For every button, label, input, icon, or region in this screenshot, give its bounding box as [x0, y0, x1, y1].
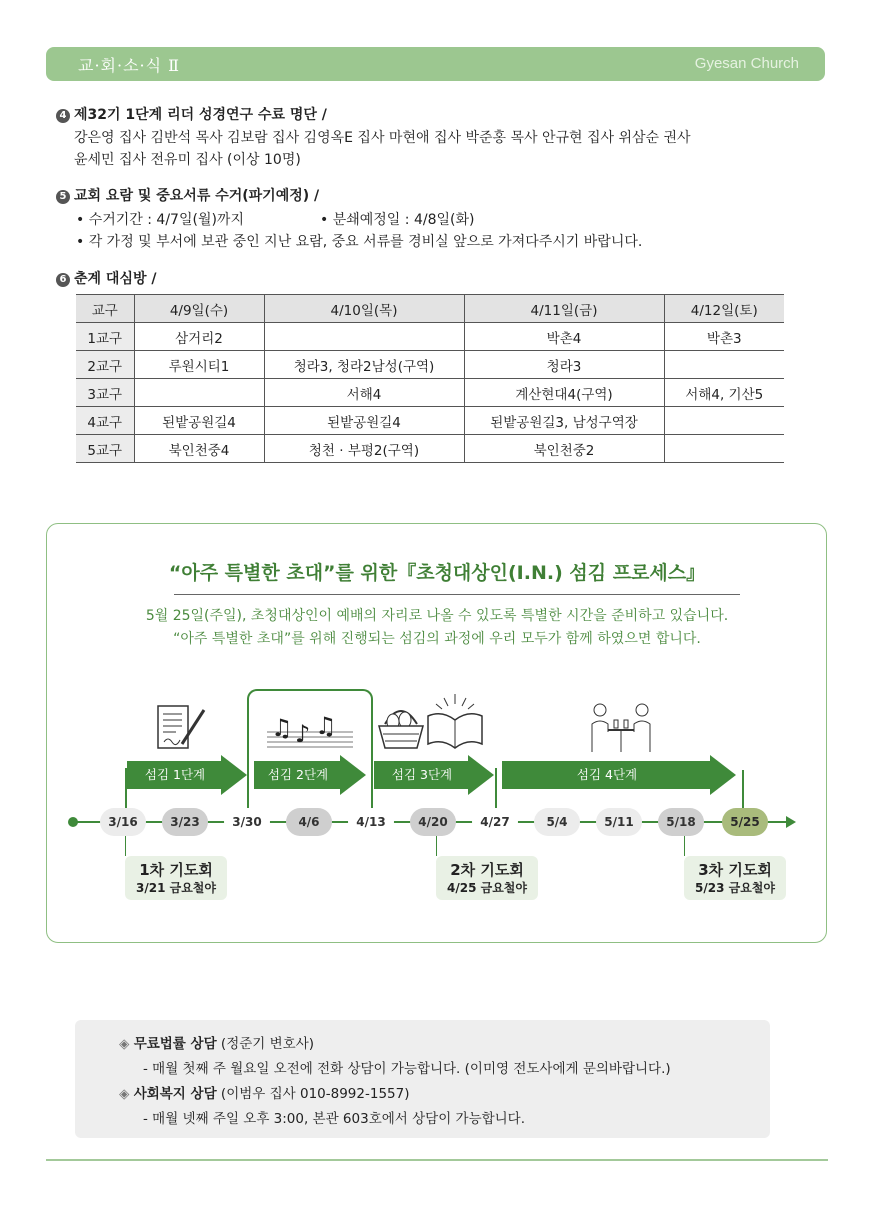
- prayer-date: 3/21 금요철야: [136, 881, 216, 895]
- graduates-line-2: 윤세민 집사 전유미 집사 (이상 10명): [74, 152, 301, 168]
- stage-3-label: 섬김 3단계: [374, 761, 470, 789]
- table-cell: 된밭공원길4: [134, 407, 264, 435]
- number-badge: 5: [56, 190, 70, 204]
- date-4-13: 4/13: [348, 808, 394, 836]
- table-cell: 박촌4: [464, 323, 664, 351]
- welfare-counsel-title: 사회복지 상담: [133, 1086, 217, 1102]
- visitation-heading: [56, 268, 156, 288]
- table-cell: [264, 323, 464, 351]
- table-cell: 된밭공원길4: [264, 407, 464, 435]
- table-cell: [664, 407, 784, 435]
- church-name: Gyesan Church: [694, 55, 799, 72]
- footer-divider: [46, 1159, 828, 1161]
- diamond-bullet-icon: ◈: [119, 1086, 130, 1102]
- legal-counsel-title: 무료법률 상담: [133, 1036, 217, 1052]
- table-cell: [664, 435, 784, 463]
- documents-heading: [56, 185, 642, 205]
- process-subtitle-1: 5월 25일(주일), 초청대상인이 예배의 자리로 나올 수 있도록 특별한 시간을 준비하고 있습니다.: [145, 608, 729, 624]
- table-header: 4/10일(목): [264, 295, 464, 323]
- shred-date: • 분쇄예정일 : 4/8일(화): [320, 212, 475, 228]
- number-badge: 4: [56, 109, 70, 123]
- section-header: [46, 47, 825, 81]
- table-row: [76, 407, 784, 435]
- process-subtitle-2: “아주 특별한 초대”를 위해 진행되는 섬김의 과정에 우리 모두가 함께 하였으면 합니다.: [173, 631, 701, 647]
- timeline-arrow: [786, 816, 796, 828]
- prayer-date: 4/25 금요철야: [447, 881, 527, 895]
- date-3-30: 3/30: [224, 808, 270, 836]
- open-bible-icon: [424, 690, 486, 752]
- table-row: [76, 379, 784, 407]
- table-cell: 청라3: [464, 351, 664, 379]
- table-header: 4/9일(수): [134, 295, 264, 323]
- date-4-20: 4/20: [410, 808, 456, 836]
- table-cell: 4교구: [76, 407, 134, 435]
- prayer-meeting-2: [436, 856, 538, 900]
- counseling-info-box: [75, 1020, 770, 1138]
- process-title: “아주 특별한 초대”를 위한『초청대상인(I.N.) 섬김 프로세스』: [168, 562, 706, 584]
- graduates-heading: [56, 104, 691, 124]
- people-at-table-icon: [586, 698, 656, 756]
- stage-4-label: 섬김 4단계: [502, 761, 712, 789]
- graduates-title: 제32기 1단계 리더 성경연구 수료 명단 /: [74, 107, 327, 123]
- table-cell: 청라3, 청라2남성(구역): [264, 351, 464, 379]
- table-cell: 2교구: [76, 351, 134, 379]
- table-cell: 북인천중2: [464, 435, 664, 463]
- table-header: 4/11일(금): [464, 295, 664, 323]
- table-header-row: [76, 295, 784, 323]
- table-cell: 계산현대4(구역): [464, 379, 664, 407]
- svg-text:♫: ♫: [315, 712, 337, 740]
- stage-1-label: 섬김 1단계: [127, 761, 223, 789]
- table-cell: 북인천중4: [134, 435, 264, 463]
- timeline-start-dot: [68, 817, 78, 827]
- collection-period: • 수거기간 : 4/7일(월)까지: [76, 212, 244, 228]
- legal-counsel-line: [119, 1032, 314, 1052]
- date-5-11: 5/11: [596, 808, 642, 836]
- table-cell: 1교구: [76, 323, 134, 351]
- visitation-table: [76, 294, 784, 463]
- title-underline: [174, 594, 740, 595]
- date-4-6: 4/6: [286, 808, 332, 836]
- table-cell: 삼거리2: [134, 323, 264, 351]
- date-5-18: 5/18: [658, 808, 704, 836]
- prayer-connector: [125, 836, 126, 856]
- graduates-line-1: 강은영 집사 김반석 목사 김보람 집사 김영옥E 집사 마현애 집사 박준홍 목사 안규현 집사 위삼순 권사: [74, 130, 691, 146]
- date-3-23: 3/23: [162, 808, 208, 836]
- visitation-title: 춘계 대심방 /: [74, 271, 157, 287]
- graduates-section: [56, 104, 691, 171]
- number-badge: 6: [56, 273, 70, 287]
- table-header: 4/12일(토): [664, 295, 784, 323]
- date-5-4: 5/4: [534, 808, 580, 836]
- table-cell: 5교구: [76, 435, 134, 463]
- table-row: [76, 323, 784, 351]
- section-title: 교·회·소·식 Ⅱ: [78, 56, 181, 75]
- prayer-connector: [436, 836, 437, 856]
- table-cell: 박촌3: [664, 323, 784, 351]
- table-row: [76, 435, 784, 463]
- prayer-connector: [684, 836, 685, 856]
- table-cell: 된밭공원길3, 남성구역장: [464, 407, 664, 435]
- svg-text:♫: ♫: [271, 714, 293, 742]
- welfare-counsel-desc: - 매월 넷째 주일 오후 3:00, 본관 603호에서 상담이 가능합니다.: [143, 1111, 526, 1127]
- legal-counsel-desc: - 매월 첫째 주 월요일 오전에 전화 상담이 가능합니다. (이미영 전도사에게 문의바랍니다.): [143, 1061, 671, 1077]
- table-cell: 루원시티1: [134, 351, 264, 379]
- arrow-head: [221, 755, 247, 795]
- music-notes-icon: [265, 706, 355, 750]
- prayer-title: 2차 기도회: [450, 861, 524, 879]
- date-4-27: 4/27: [472, 808, 518, 836]
- arrow-head: [468, 755, 494, 795]
- arrow-head: [340, 755, 366, 795]
- table-cell: 서해4: [264, 379, 464, 407]
- table-cell: [134, 379, 264, 407]
- documents-section: [56, 185, 642, 253]
- welfare-counsel-line: [119, 1082, 409, 1102]
- documents-title: 교회 요람 및 중요서류 수거(파기예정) /: [74, 188, 320, 204]
- legal-counsel-person: (정준기 변호사): [216, 1036, 315, 1052]
- prayer-date: 5/23 금요철야: [695, 881, 775, 895]
- table-cell: [664, 351, 784, 379]
- document-pen-icon: [152, 700, 212, 755]
- prayer-title: 3차 기도회: [698, 861, 772, 879]
- welfare-counsel-person: (이범우 집사 010-8992-1557): [216, 1086, 410, 1102]
- table-cell: 청천 · 부평2(구역): [264, 435, 464, 463]
- basket-icon: [375, 698, 427, 754]
- date-3-16: 3/16: [100, 808, 146, 836]
- prayer-meeting-1: [125, 856, 227, 900]
- table-cell: 3교구: [76, 379, 134, 407]
- prayer-title: 1차 기도회: [139, 861, 213, 879]
- stage-2-label: 섬김 2단계: [254, 761, 342, 789]
- table-row: [76, 351, 784, 379]
- date-5-25: 5/25: [722, 808, 768, 836]
- table-cell: 서해4, 기산5: [664, 379, 784, 407]
- documents-note: • 각 가정 및 부서에 보관 중인 지난 요람, 중요 서류를 경비실 앞으로 가져다주시기 바랍니다.: [76, 234, 643, 250]
- diamond-bullet-icon: ◈: [119, 1036, 130, 1052]
- table-header: 교구: [76, 295, 134, 323]
- documents-dates: [76, 209, 642, 231]
- arrow-head: [710, 755, 736, 795]
- svg-text:♪: ♪: [295, 720, 311, 748]
- prayer-meeting-3: [684, 856, 786, 900]
